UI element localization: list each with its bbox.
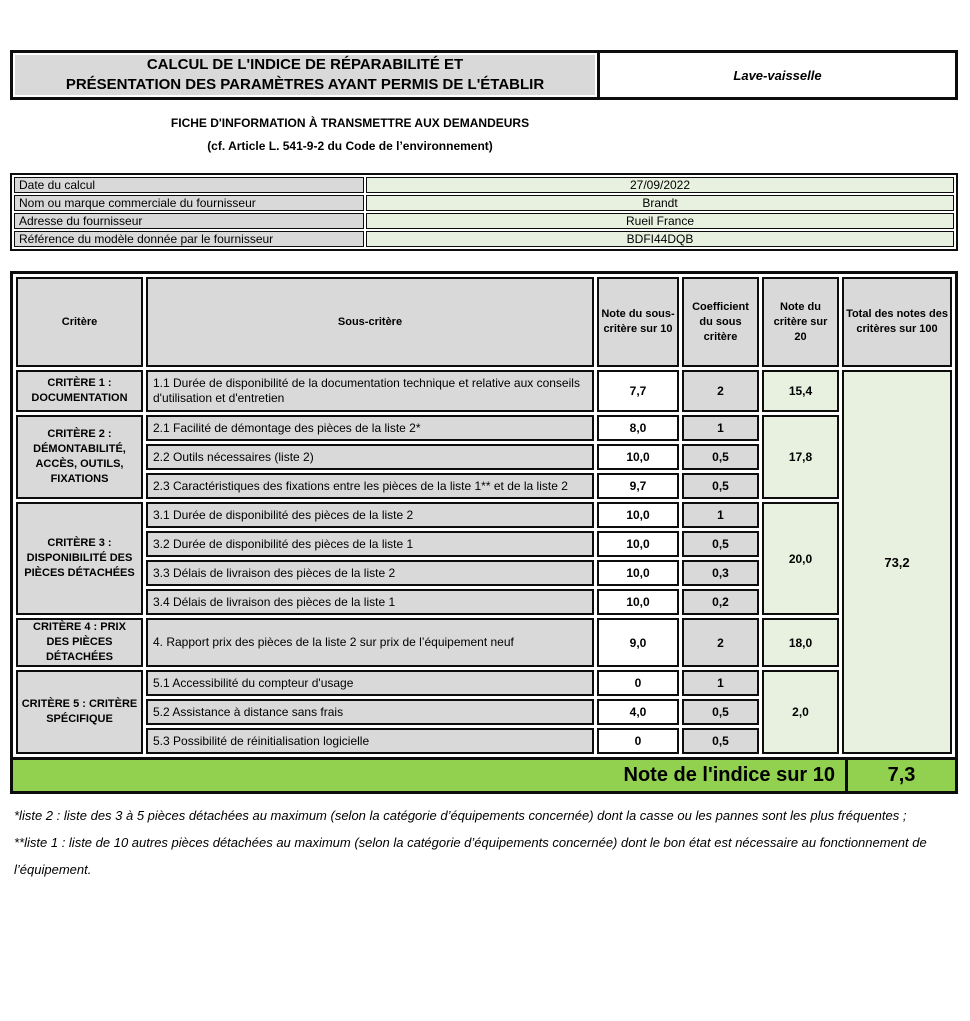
coefficient-value: 0,5 [682, 531, 759, 557]
info-label: Adresse du fournisseur [14, 213, 364, 229]
criterion-label: CRITÈRE 5 : CRITÈRE SPÉCIFIQUE [16, 670, 143, 754]
supplier-info-row [14, 231, 954, 247]
criteria-row [16, 415, 952, 441]
column-header-note-sur-20: Note du critère sur 20 [762, 277, 839, 367]
subcriterion-label: 2.3 Caractéristiques des fixations entre les pièces de la liste 1** et de la liste 2 [146, 473, 594, 499]
coefficient-value: 0,5 [682, 473, 759, 499]
coefficient-value: 1 [682, 502, 759, 528]
supplier-info-row [14, 177, 954, 193]
note-sur-10-value: 8,0 [597, 415, 679, 441]
column-header-total-sur-100: Total des notes des critères sur 100 [842, 277, 952, 367]
note-sur-10-value: 10,0 [597, 502, 679, 528]
footnote-liste-1: **liste 1 : liste de 10 autres pièces détachées au maximum (selon la catégorie d’équipements concernée) dont le bon état est nécessaire au fonctionnement de l’équipement. [14, 835, 927, 877]
info-label: Nom ou marque commerciale du fournisseur [14, 195, 364, 211]
subcriterion-label: 3.4 Délais de livraison des pièces de la liste 1 [146, 589, 594, 615]
note-sur-20-value: 2,0 [762, 670, 839, 754]
coefficient-value: 0,5 [682, 728, 759, 754]
coefficient-value: 0,3 [682, 560, 759, 586]
criterion-label: CRITÈRE 4 : PRIX DES PIÈCES DÉTACHÉES [16, 618, 143, 667]
supplier-info-row [14, 213, 954, 229]
criteria-row [16, 502, 952, 528]
document-title-line2: PRÉSENTATION DES PARAMÈTRES AYANT PERMIS DE L'ÉTABLIR [65, 76, 545, 93]
footnotes [14, 802, 956, 883]
repairability-index-sheet [0, 50, 970, 1021]
subcriterion-label: 3.3 Délais de livraison des pièces de la liste 2 [146, 560, 594, 586]
info-value: 27/09/2022 [366, 177, 954, 193]
criterion-label: CRITÈRE 3 : DISPONIBILITÉ DES PIÈCES DÉTACHÉES [16, 502, 143, 615]
index-score-row [10, 757, 958, 794]
column-header-sous-critere: Sous-critère [146, 277, 594, 367]
document-title [13, 53, 600, 97]
coefficient-value: 2 [682, 370, 759, 412]
column-header-critere: Critère [16, 277, 143, 367]
supplier-info-row [14, 195, 954, 211]
document-subtitle [0, 116, 700, 153]
subcriterion-label: 3.1 Durée de disponibilité des pièces de la liste 2 [146, 502, 594, 528]
subcriterion-label: 2.1 Facilité de démontage des pièces de la liste 2* [146, 415, 594, 441]
coefficient-value: 2 [682, 618, 759, 667]
note-sur-20-value: 20,0 [762, 502, 839, 615]
note-sur-10-value: 4,0 [597, 699, 679, 725]
footnote-liste-2: *liste 2 : liste des 3 à 5 pièces détachées au maximum (selon la catégorie d’équipements concernée) dont la casse ou les pannes sont les plus fréquentes ; [14, 808, 907, 823]
criterion-label: CRITÈRE 2 : DÉMONTABILITÉ, ACCÈS, OUTILS, FIXATIONS [16, 415, 143, 499]
criterion-label: CRITÈRE 1 : DOCUMENTATION [16, 370, 143, 412]
subcriterion-label: 3.2 Durée de disponibilité des pièces de la liste 1 [146, 531, 594, 557]
info-label: Référence du modèle donnée par le fournisseur [14, 231, 364, 247]
subcriterion-label: 5.2 Assistance à distance sans frais [146, 699, 594, 725]
supplier-info-body [14, 177, 954, 247]
subcriterion-label: 5.1 Accessibilité du compteur d'usage [146, 670, 594, 696]
document-header [10, 50, 958, 100]
subtitle-line2: (cf. Article L. 541-9-2 du Code de l’environnement) [207, 139, 493, 153]
supplier-info-table [10, 173, 958, 251]
info-value: Rueil France [366, 213, 954, 229]
info-value: Brandt [366, 195, 954, 211]
column-header-coefficient: Coefficient du sous critère [682, 277, 759, 367]
note-sur-10-value: 10,0 [597, 589, 679, 615]
index-score-value: 7,3 [887, 764, 916, 786]
note-sur-10-value: 0 [597, 670, 679, 696]
note-sur-10-value: 9,0 [597, 618, 679, 667]
criteria-row [16, 618, 952, 667]
subcriterion-label: 1.1 Durée de disponibilité de la documentation technique et relative aux conseils d'utilisation et d'entretien [146, 370, 594, 412]
coefficient-value: 0,2 [682, 589, 759, 615]
note-sur-10-value: 7,7 [597, 370, 679, 412]
note-sur-20-value: 15,4 [762, 370, 839, 412]
document-title-line1: CALCUL DE L'INDICE DE RÉPARABILITÉ ET [146, 56, 464, 73]
note-sur-10-value: 10,0 [597, 444, 679, 470]
note-sur-10-value: 10,0 [597, 531, 679, 557]
subtitle-line1: FICHE D'INFORMATION À TRANSMETTRE AUX DEMANDEURS [170, 116, 530, 130]
criteria-row [16, 370, 952, 412]
criteria-table [10, 271, 958, 760]
note-sur-20-value: 17,8 [762, 415, 839, 499]
coefficient-value: 0,5 [682, 444, 759, 470]
subcriterion-label: 4. Rapport prix des pièces de la liste 2 sur prix de l’équipement neuf [146, 618, 594, 667]
product-category-cell [600, 53, 955, 97]
criteria-table-body [16, 370, 952, 754]
criteria-row [16, 670, 952, 696]
note-sur-10-value: 0 [597, 728, 679, 754]
note-sur-10-value: 9,7 [597, 473, 679, 499]
total-sur-100-value: 73,2 [842, 370, 952, 754]
criteria-header-row [16, 277, 952, 367]
index-score-label: Note de l'indice sur 10 [13, 760, 848, 791]
product-category-label: Lave-vaisselle [733, 67, 822, 83]
note-sur-20-value: 18,0 [762, 618, 839, 667]
subcriterion-label: 5.3 Possibilité de réinitialisation logicielle [146, 728, 594, 754]
coefficient-value: 1 [682, 670, 759, 696]
coefficient-value: 1 [682, 415, 759, 441]
coefficient-value: 0,5 [682, 699, 759, 725]
subcriterion-label: 2.2 Outils nécessaires (liste 2) [146, 444, 594, 470]
note-sur-10-value: 10,0 [597, 560, 679, 586]
column-header-note-sur-10: Note du sous-critère sur 10 [597, 277, 679, 367]
info-value: BDFI44DQB [366, 231, 954, 247]
info-label: Date du calcul [14, 177, 364, 193]
